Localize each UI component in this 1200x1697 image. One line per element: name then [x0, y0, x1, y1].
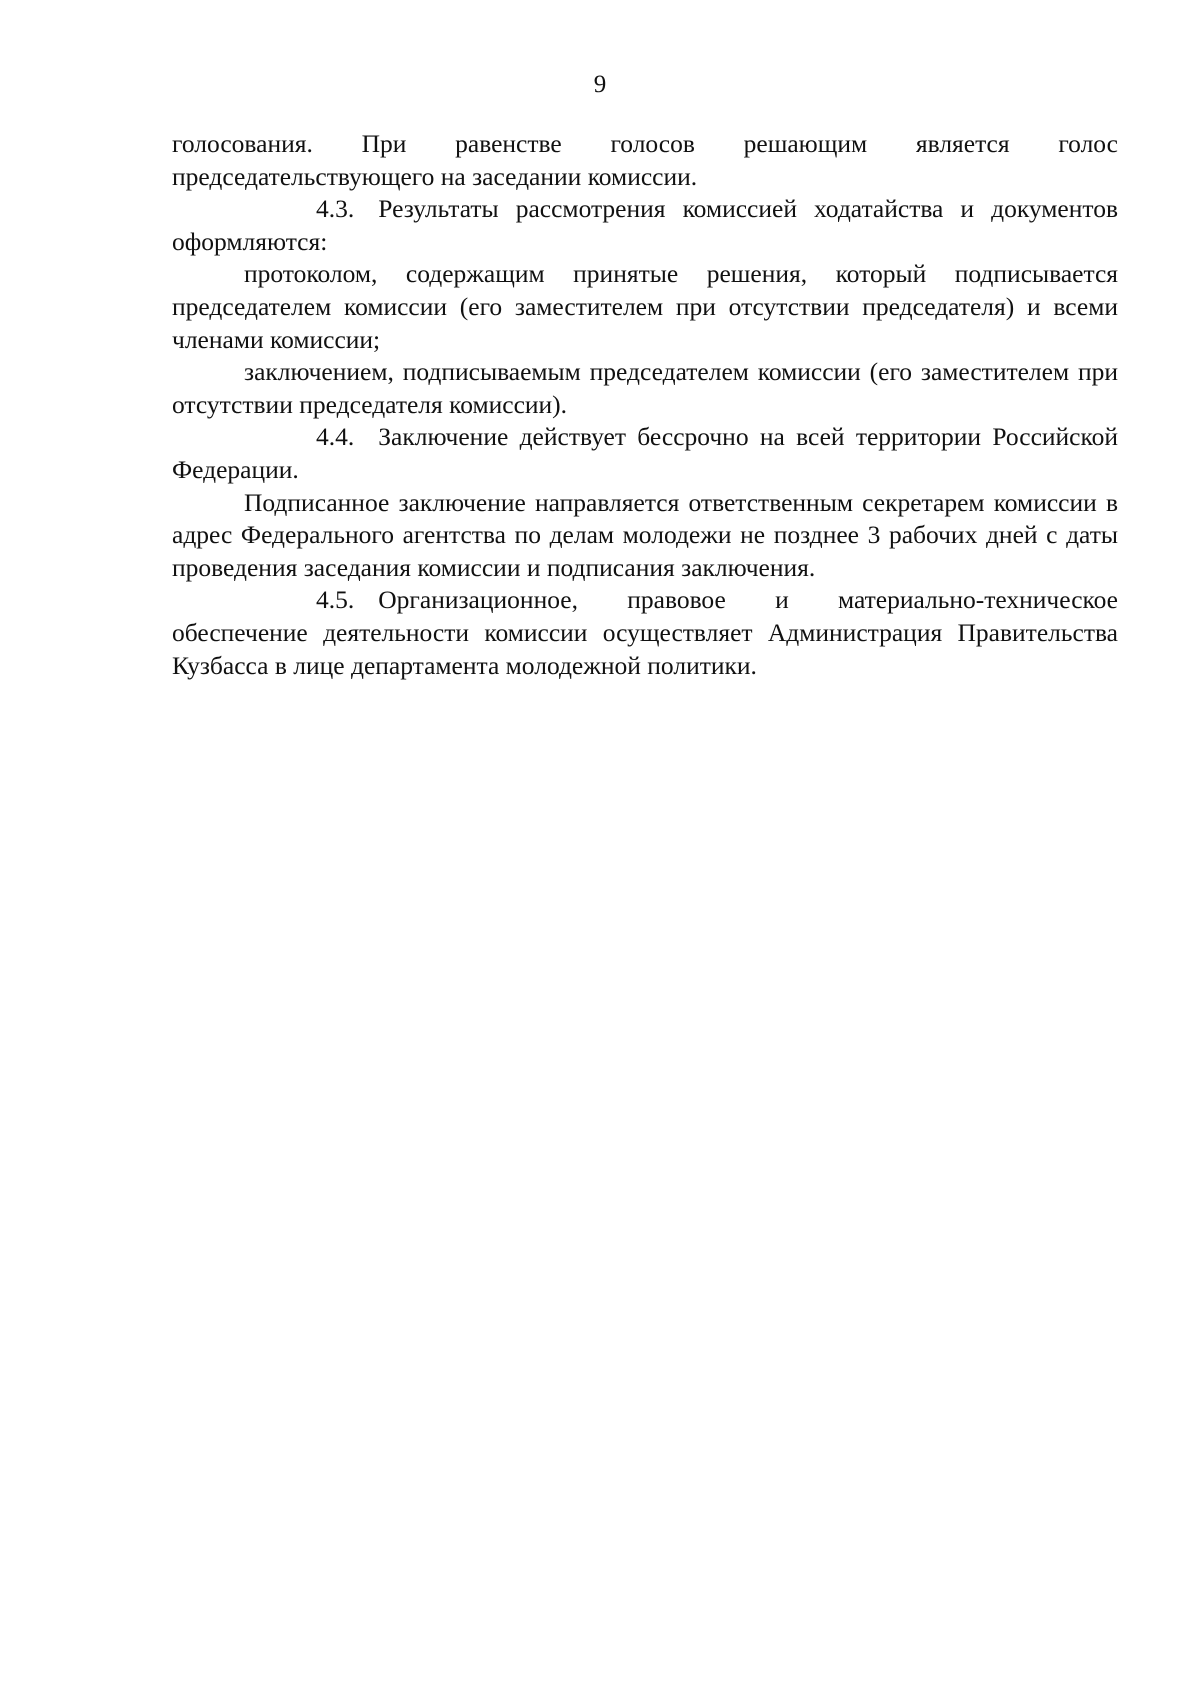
paragraph-text: Подписанное заключение направляется ответственным секретарем комиссии в адрес Федерального агентства по делам молодежи не позднее 3 рабочих дней с даты проведения заседания комиссии и подписания заключения.	[172, 487, 1118, 582]
paragraph-text: Организационное, правовое и материально-техническое обеспечение деятельности комиссии осуществляет Администрация Правительства Кузбасса в лице департамента молодежной политики.	[172, 585, 1118, 680]
paragraph-protocol	[172, 258, 1118, 356]
paragraph-4-5	[172, 584, 1118, 682]
paragraph-4-3	[172, 193, 1118, 258]
paragraph-number: 4.4.	[316, 422, 355, 452]
paragraph-number: 4.5.	[316, 585, 355, 615]
paragraph-text: голосования. При равенстве голосов решающим является голос председательствующего на заседании комиссии.	[172, 129, 1118, 191]
paragraph-signed-conclusion	[172, 487, 1118, 585]
paragraph-number: 4.3.	[316, 194, 355, 224]
paragraph-voting-continuation	[172, 128, 1118, 193]
paragraph-conclusion-signature	[172, 356, 1118, 421]
paragraph-text: Результаты рассмотрения комиссией ходатайства и документов оформляются:	[172, 194, 1118, 256]
paragraph-text: протоколом, содержащим принятые решения, который подписывается председателем комиссии (его заместителем при отсутствии председателя) и всеми членами комиссии;	[172, 259, 1118, 354]
paragraph-4-4	[172, 421, 1118, 486]
paragraph-text: Заключение действует бессрочно на всей территории Российской Федерации.	[172, 422, 1118, 484]
page-number: 9	[593, 71, 607, 98]
document-body	[172, 128, 1118, 682]
paragraph-text: заключением, подписываемым председателем комиссии (его заместителем при отсутствии председателя комиссии).	[172, 357, 1118, 419]
